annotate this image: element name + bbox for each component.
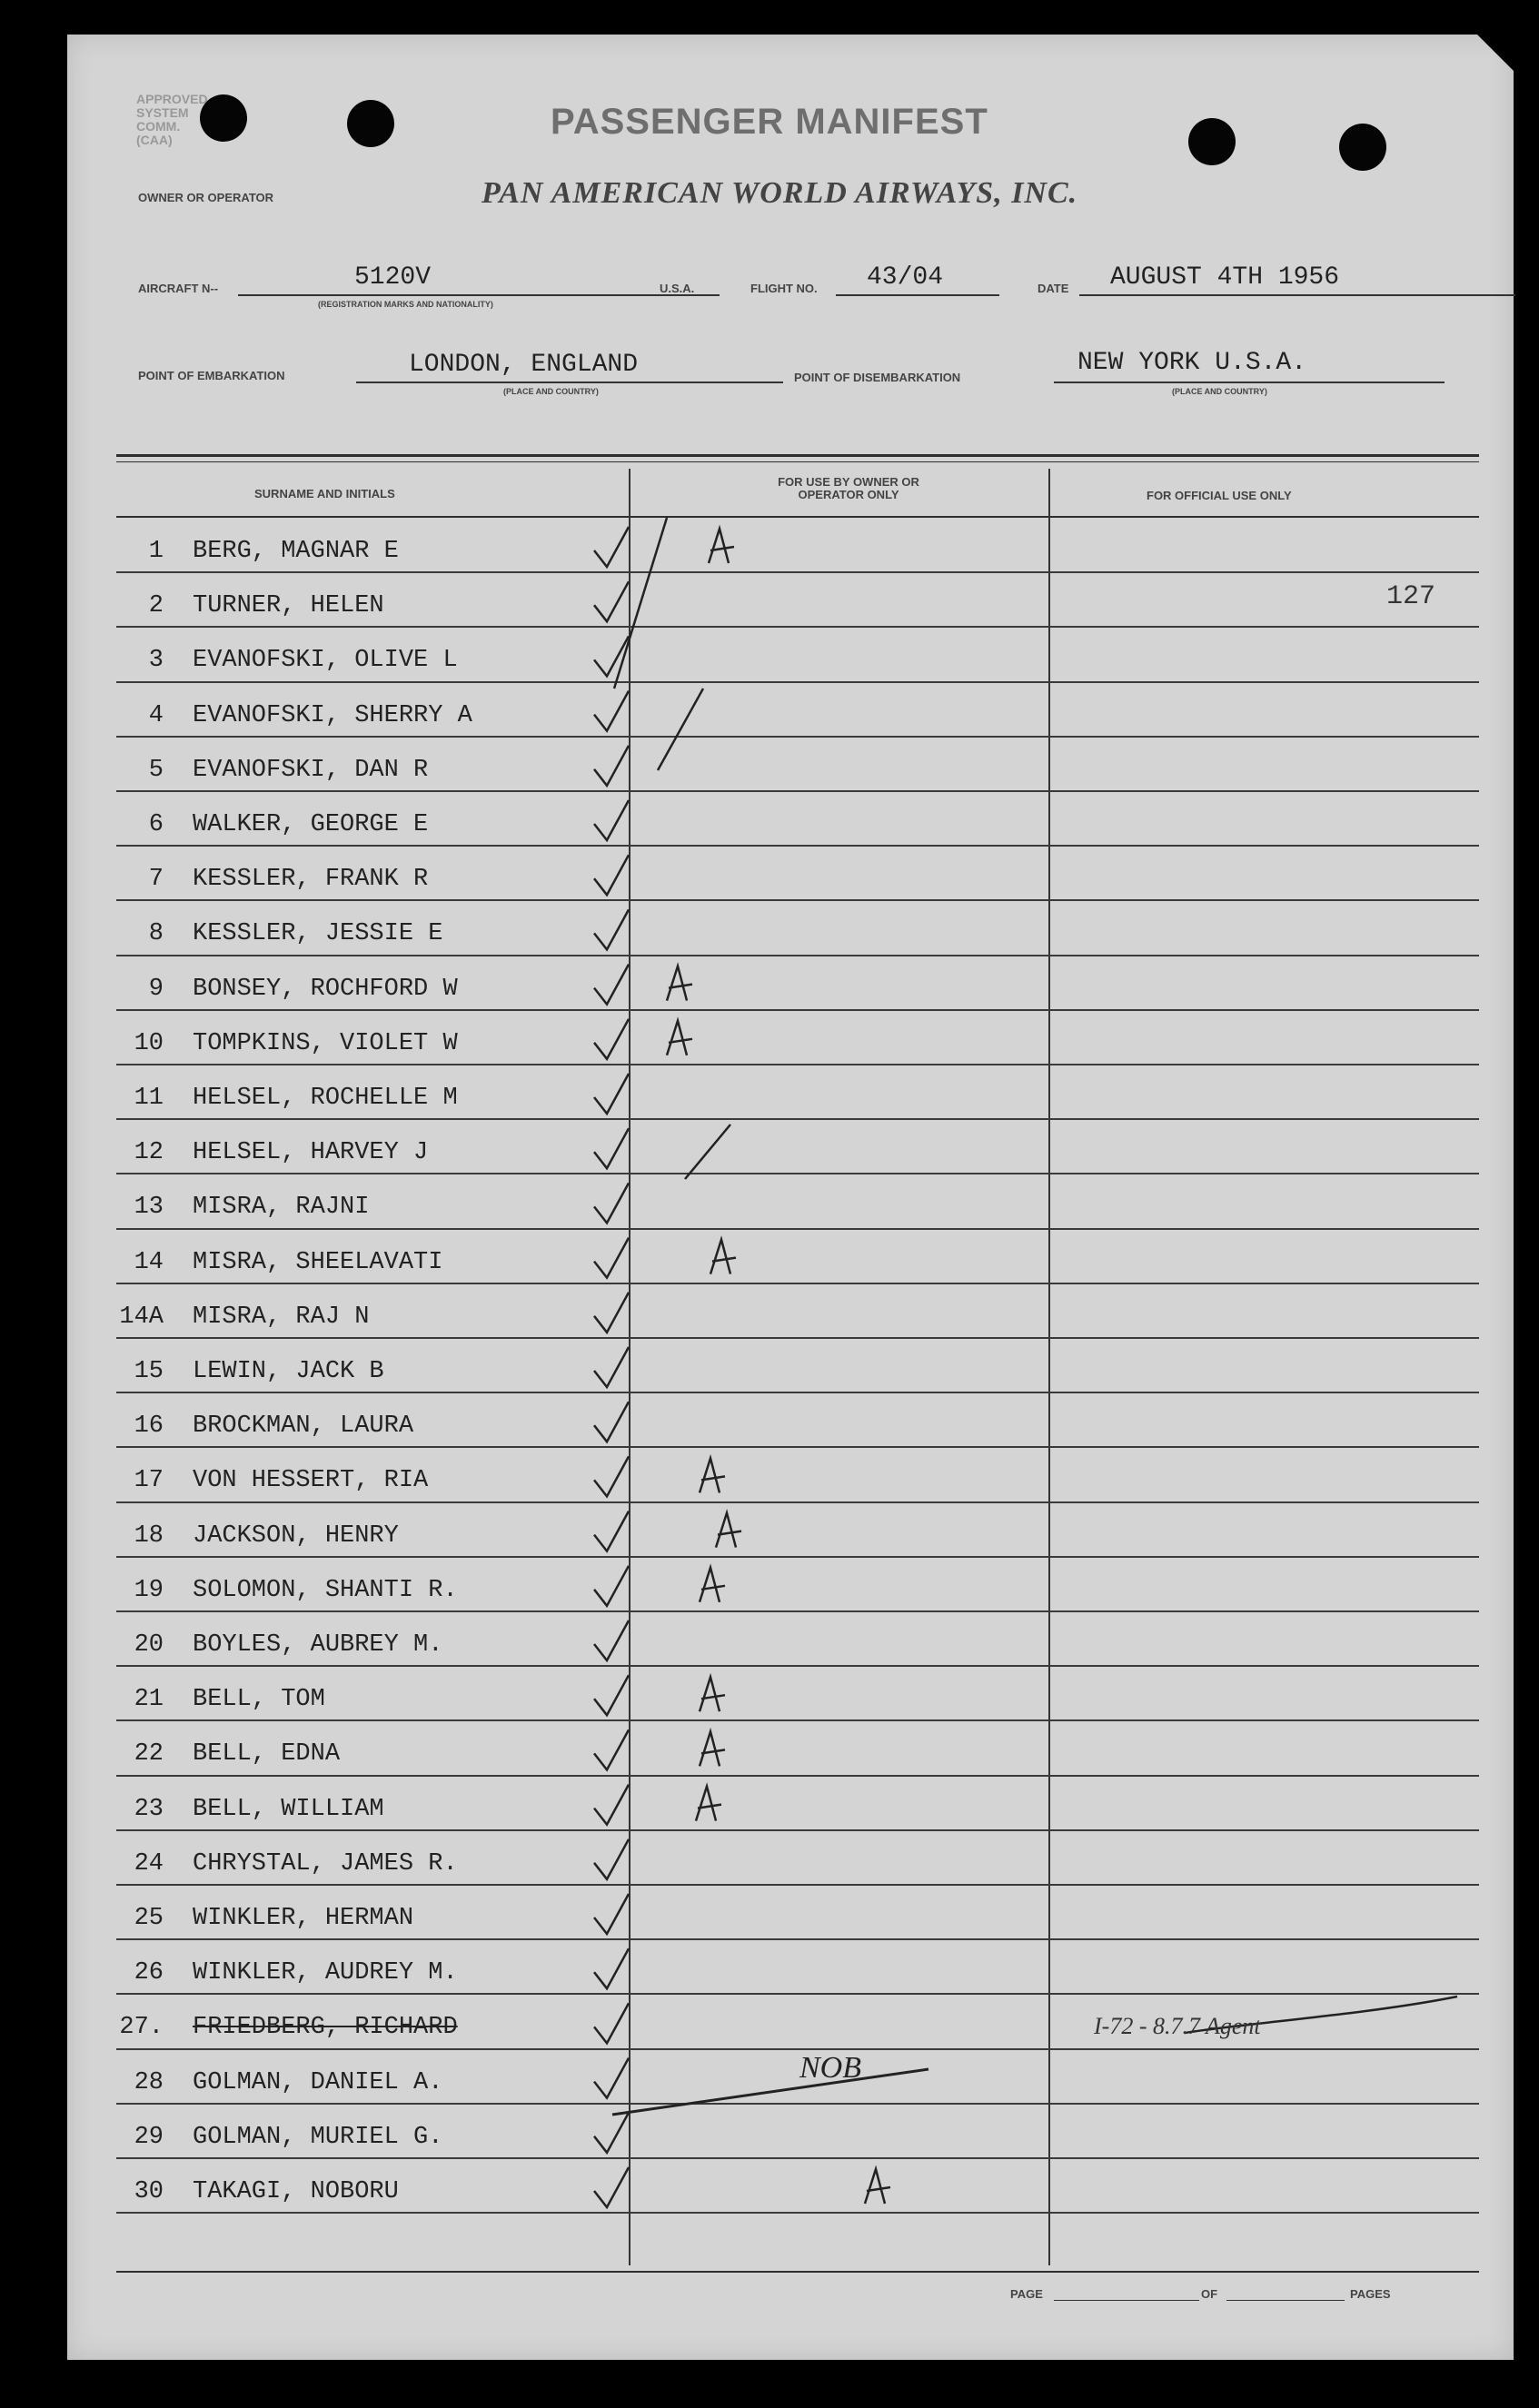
passenger-name: TURNER, HELEN xyxy=(193,592,384,620)
official-note: 127 xyxy=(1386,581,1436,612)
passenger-name: WALKER, GEORGE E xyxy=(193,811,429,838)
passenger-number: 7 xyxy=(148,866,164,894)
embarkation-sub-label: (PLACE AND COUNTRY) xyxy=(503,387,599,396)
check-mark xyxy=(594,1128,629,1168)
passenger-name: TOMPKINS, VIOLET W xyxy=(193,1029,458,1057)
passenger-name: MISRA, RAJNI xyxy=(193,1194,370,1222)
passenger-name: MISRA, RAJ N xyxy=(193,1303,370,1331)
handwritten-a-mark xyxy=(865,2169,890,2204)
passenger-name: BONSEY, ROCHFORD W xyxy=(193,975,458,1003)
passenger-number: 27. xyxy=(119,2014,164,2042)
passenger-number: 26 xyxy=(134,1959,164,1987)
manifest-page xyxy=(67,35,1514,2360)
passenger-number: 10 xyxy=(134,1029,164,1057)
check-mark xyxy=(594,909,629,949)
aircraft-number: 5120V xyxy=(354,263,432,292)
check-mark xyxy=(594,1620,629,1660)
aircraft-sub-label: (REGISTRATION MARKS AND NATIONALITY) xyxy=(318,300,493,309)
owner-use-column-header: FOR USE BY OWNER OR OPERATOR ONLY xyxy=(778,475,919,501)
handwritten-a-mark xyxy=(710,1240,736,1274)
passenger-number: 14A xyxy=(119,1303,164,1331)
usa-label: U.S.A. xyxy=(660,282,695,295)
nob-annotation: NOB xyxy=(799,2051,861,2085)
passenger-name: WINKLER, HERMAN xyxy=(193,1905,414,1932)
airline-name: PAN AMERICAN WORLD AIRWAYS, INC. xyxy=(482,176,1078,210)
check-mark xyxy=(594,855,629,895)
passenger-number: 30 xyxy=(134,2178,164,2205)
handwritten-a-mark xyxy=(667,966,692,1001)
handwritten-a-mark xyxy=(700,1731,725,1766)
check-mark xyxy=(594,2058,629,2098)
handwritten-a-mark xyxy=(700,1677,725,1711)
passenger-name: EVANOFSKI, SHERRY A xyxy=(193,701,472,729)
passenger-name: EVANOFSKI, DAN R xyxy=(193,756,429,784)
passenger-number: 13 xyxy=(134,1194,164,1222)
passenger-number: 4 xyxy=(148,701,164,729)
passenger-number: 18 xyxy=(134,1521,164,1550)
handwritten-a-mark xyxy=(667,1021,692,1055)
check-mark xyxy=(594,800,629,840)
page-line xyxy=(1054,2300,1199,2301)
passenger-name: FRIEDBERG, RICHARD xyxy=(193,2014,458,2042)
passenger-number: 3 xyxy=(148,647,164,675)
handwritten-a-mark xyxy=(716,1513,741,1548)
passenger-number: 14 xyxy=(134,1248,164,1276)
passenger-number: 12 xyxy=(134,1139,164,1167)
disembarkation-place: NEW YORK U.S.A. xyxy=(1077,349,1307,377)
passenger-number: 6 xyxy=(148,811,164,838)
aircraft-label: AIRCRAFT N-- xyxy=(138,282,219,295)
passenger-number: 11 xyxy=(134,1085,164,1112)
page-title: PASSENGER MANIFEST xyxy=(551,102,988,142)
handwritten-a-mark xyxy=(700,1568,725,1602)
passenger-number: 25 xyxy=(134,1905,164,1932)
passenger-number: 24 xyxy=(134,1849,164,1878)
of-line xyxy=(1226,2300,1345,2301)
check-mark xyxy=(594,1347,629,1387)
check-mark xyxy=(594,1894,629,1934)
passenger-name: BELL, TOM xyxy=(193,1686,325,1714)
page-label: PAGE xyxy=(1010,2287,1043,2301)
check-mark xyxy=(594,965,629,1005)
passenger-name: CHRYSTAL, JAMES R. xyxy=(193,1849,458,1878)
passenger-name: GOLMAN, DANIEL A. xyxy=(193,2068,443,2096)
passenger-name: EVANOFSKI, OLIVE L xyxy=(193,647,458,675)
handwritten-a-mark xyxy=(700,1458,725,1492)
passenger-name: JACKSON, HENRY xyxy=(193,1521,399,1550)
check-mark xyxy=(594,2167,629,2207)
strike-line xyxy=(612,2069,928,2115)
check-mark xyxy=(594,1675,629,1715)
passenger-number: 22 xyxy=(134,1740,164,1769)
check-mark xyxy=(594,1456,629,1496)
check-tail-line xyxy=(658,689,703,770)
check-mark xyxy=(594,1839,629,1879)
check-mark xyxy=(594,691,629,731)
check-mark xyxy=(594,746,629,786)
check-mark xyxy=(594,527,629,567)
passenger-name: LEWIN, JACK B xyxy=(193,1358,384,1385)
check-tail-line xyxy=(614,518,667,689)
official-use-column-header: FOR OFFICIAL USE ONLY xyxy=(1147,489,1292,502)
passenger-name: KESSLER, JESSIE E xyxy=(193,920,443,948)
passenger-name: KESSLER, FRANK R xyxy=(193,866,429,894)
passenger-name: VON HESSERT, RIA xyxy=(193,1467,429,1495)
passenger-name: WINKLER, AUDREY M. xyxy=(193,1959,458,1987)
check-mark xyxy=(594,1074,629,1114)
passenger-number: 16 xyxy=(134,1412,164,1441)
check-mark xyxy=(594,1238,629,1278)
passenger-name: GOLMAN, MURIEL G. xyxy=(193,2123,443,2151)
passenger-name: HELSEL, ROCHELLE M xyxy=(193,1085,458,1112)
check-mark xyxy=(594,1402,629,1442)
passenger-name: SOLOMON, SHANTI R. xyxy=(193,1576,458,1604)
check-mark xyxy=(594,2113,629,2153)
passenger-number: 2 xyxy=(148,592,164,620)
surname-column-header: SURNAME AND INITIALS xyxy=(254,487,395,500)
embarkation-place: LONDON, ENGLAND xyxy=(409,351,639,379)
handwritten-a-mark xyxy=(696,1787,721,1821)
embarkation-label: POINT OF EMBARKATION xyxy=(138,369,285,382)
passenger-name: TAKAGI, NOBORU xyxy=(193,2178,399,2205)
passenger-name: BOYLES, AUBREY M. xyxy=(193,1631,443,1659)
check-mark xyxy=(594,1293,629,1333)
check-mark xyxy=(594,1019,629,1059)
check-mark xyxy=(594,1566,629,1606)
passenger-number: 5 xyxy=(148,756,164,784)
passenger-number: 1 xyxy=(148,538,164,565)
pages-label: PAGES xyxy=(1350,2287,1391,2301)
of-label: OF xyxy=(1201,2287,1218,2301)
check-mark xyxy=(594,1511,629,1551)
passenger-number: 28 xyxy=(134,2068,164,2096)
passenger-name: HELSEL, HARVEY J xyxy=(193,1139,429,1167)
handwritten-a-mark xyxy=(709,529,734,563)
passenger-name: BERG, MAGNAR E xyxy=(193,538,399,565)
flight-date: AUGUST 4TH 1956 xyxy=(1110,263,1340,292)
disembarkation-sub-label: (PLACE AND COUNTRY) xyxy=(1172,387,1267,396)
check-mark xyxy=(594,1183,629,1223)
passenger-name: MISRA, SHEELAVATI xyxy=(193,1248,443,1276)
passenger-number: 8 xyxy=(148,920,164,948)
check-mark xyxy=(594,581,629,621)
check-mark xyxy=(594,1948,629,1988)
passenger-number: 19 xyxy=(134,1576,164,1604)
passenger-number: 23 xyxy=(134,1795,164,1823)
flight-label: FLIGHT NO. xyxy=(750,282,818,295)
agent-annotation: I-72 - 8.7.7 Agent xyxy=(1094,2013,1261,2039)
footer-rule xyxy=(116,2271,1479,2273)
passenger-number: 9 xyxy=(148,975,164,1003)
owner-label: OWNER OR OPERATOR xyxy=(138,191,274,204)
handwritten-marks xyxy=(67,35,1514,2360)
check-mark xyxy=(594,2003,629,2043)
passenger-name: BELL, WILLIAM xyxy=(193,1795,384,1823)
passenger-name: BROCKMAN, LAURA xyxy=(193,1412,414,1441)
passenger-number: 21 xyxy=(134,1686,164,1714)
passenger-number: 20 xyxy=(134,1631,164,1659)
passenger-number: 17 xyxy=(134,1467,164,1495)
passenger-number: 15 xyxy=(134,1358,164,1385)
approval-stamp: APPROVED SYSTEM COMM. (CAA) xyxy=(136,92,208,147)
passenger-name: BELL, EDNA xyxy=(193,1740,341,1769)
check-mark xyxy=(594,1729,629,1769)
passenger-number: 29 xyxy=(134,2123,164,2151)
date-label: DATE xyxy=(1038,282,1069,295)
disembarkation-label: POINT OF DISEMBARKATION xyxy=(794,371,961,384)
flight-number: 43/04 xyxy=(867,263,944,292)
check-mark xyxy=(594,1785,629,1825)
check-tail-line xyxy=(685,1125,730,1179)
